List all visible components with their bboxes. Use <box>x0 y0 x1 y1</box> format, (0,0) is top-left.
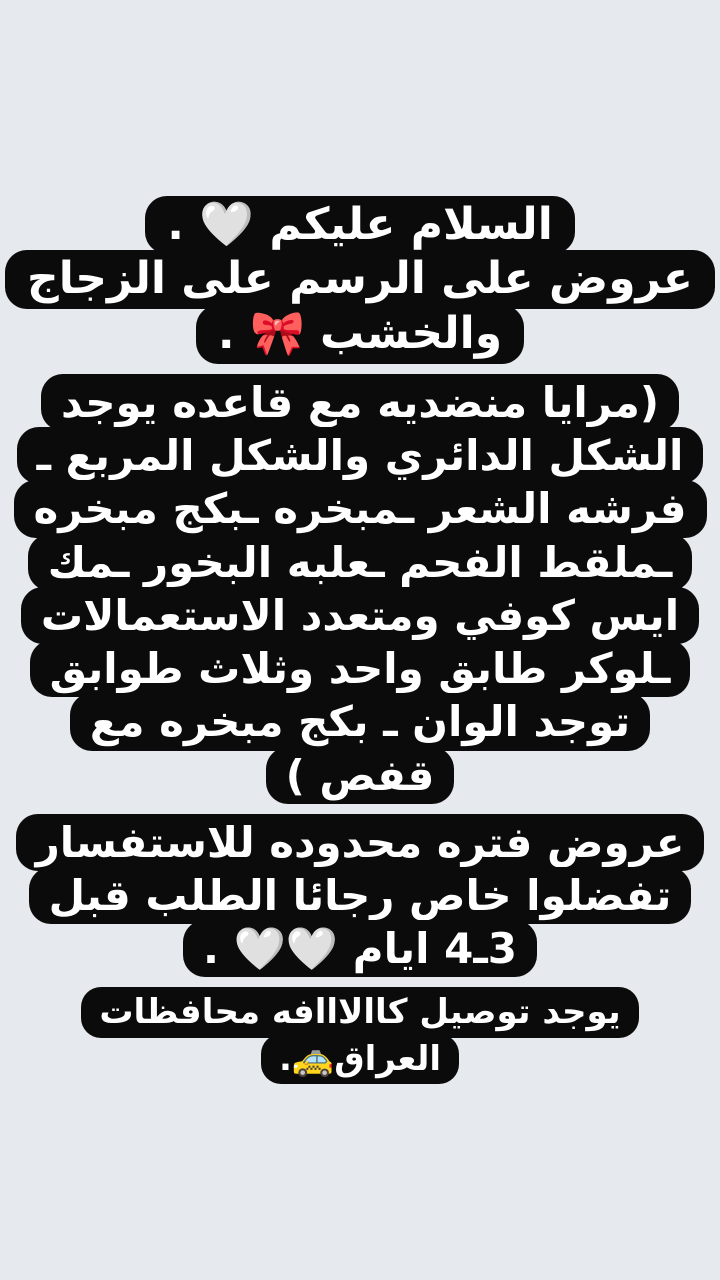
text-line: 3ـ4 ايام 🤍🤍 . <box>183 920 537 977</box>
text-line: عروض فتره محدوده للاستفسار <box>16 814 705 871</box>
text-line: فرشه الشعر ـمبخره ـبكج مبخره <box>14 480 707 537</box>
text-block-offer-note <box>0 814 720 978</box>
text-block-delivery-note <box>0 987 720 1084</box>
text-line: السلام عليكم 🤍 . <box>145 196 575 255</box>
text-line: (مرايا منضديه مع قاعده يوجد <box>41 374 679 431</box>
text-line: ـملقط الفحم ـعلبه البخور ـمك <box>28 534 692 591</box>
text-line: ايس كوفي ومتعدد الاستعمالات <box>21 587 699 644</box>
text-line: ـلوكر طابق واحد وثلاث طوابق <box>30 640 691 697</box>
text-line: والخشب 🎀 . <box>196 305 524 364</box>
text-block-greeting <box>0 196 720 364</box>
text-line: العراق🚕. <box>261 1034 459 1085</box>
text-line: تفضلوا خاص رجائا الطلب قبل <box>29 867 692 924</box>
story-text-stack <box>0 196 720 1085</box>
text-line: يوجد توصيل كاالااافه محافظات <box>81 987 638 1038</box>
text-line: قفص ) <box>266 747 455 804</box>
text-line: توجد الوان ـ بكج مبخره مع <box>70 693 650 750</box>
text-line: الشكل الدائري والشكل المربع ـ <box>17 427 704 484</box>
text-line: عروض على الرسم على الزجاج <box>5 250 715 309</box>
text-block-items <box>0 374 720 804</box>
